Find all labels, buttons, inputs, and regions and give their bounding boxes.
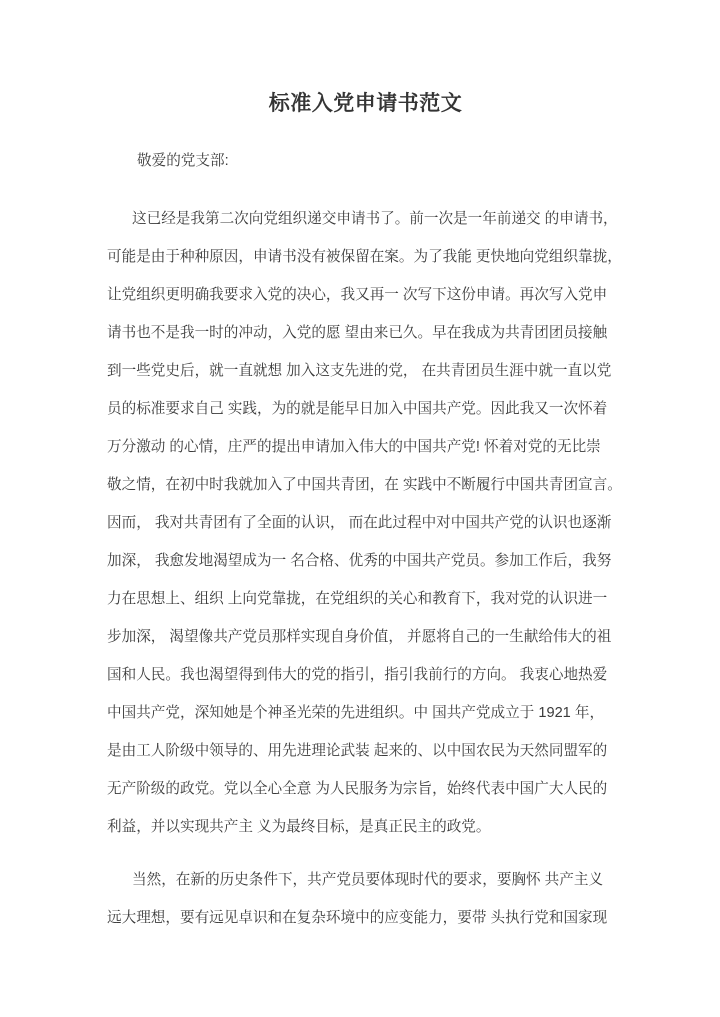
salutation-line: 敬爱的党支部: [137, 153, 229, 169]
document-title: 标准入党申请书范文 [268, 92, 463, 115]
body-paragraph-2: 当然，在新的历史条件下，共产党员要体现时代的要求，要胸怀 共产主义 远大理想，要有远见卓识和在复杂环境中的应变能力，要带 头执行党和国家现 [107, 872, 608, 926]
body-paragraph-1: 这已经是我第二次向党组织递交申请书了。前一次是一年前递交 的申请书， 可能是由于种种原因，申请书没有被保留在案。为了我能 更快地向党组织靠拢， 让党组织更明确我要求入党的决心，我又再一 次写下这份申请。再次写入党申 请书也不是我一时的冲动，入党的愿 望由来已久。早在我成为共青团团员接触 到一些党史后，就一直就想 加入这支先进的党， 在共青团员生涯中就一直以党 员的标准要求自己 实践，为的就是能早日加入中国共产党。因此我又一次怀着 万分激动 的心情，庄严的提出申请加入伟大的中国共产党! 怀着对党的无比崇 敬之情，在初中时我就加入了中国共青团，在 实践中不断履行中国共青团宣言。 因而， 我对共青团有了全面的认识， 而在此过程中对中国共产党的认识也逐渐 加深， 我愈发地渴望成为一 名合格、优秀的中国共产党员。参加工作后，我努 力在思想上、组织 上向党靠拢，在党组织的关心和教育下，我对党的认识进一 步加深， 渴望像共产党员那样实现自身价值， 并愿将自己的一生献给伟大的祖 国和人民。我也渴望得到伟大的党的指引，指引我前行的方向。 我衷心地热爱 中国共产党，深知她是个神圣光荣的先进组织。中 国共产党成立于 1921 年， 是由工人阶级中领导的、用先进理论武装 起来的、以中国农民为天然同盟军的 无产阶级的政党。党以全心全意 为人民服务为宗旨，始终代表中国广大人民的 利益，并以实现共产主 义为最终目标，是真正民主的政党。 [107, 211, 622, 835]
